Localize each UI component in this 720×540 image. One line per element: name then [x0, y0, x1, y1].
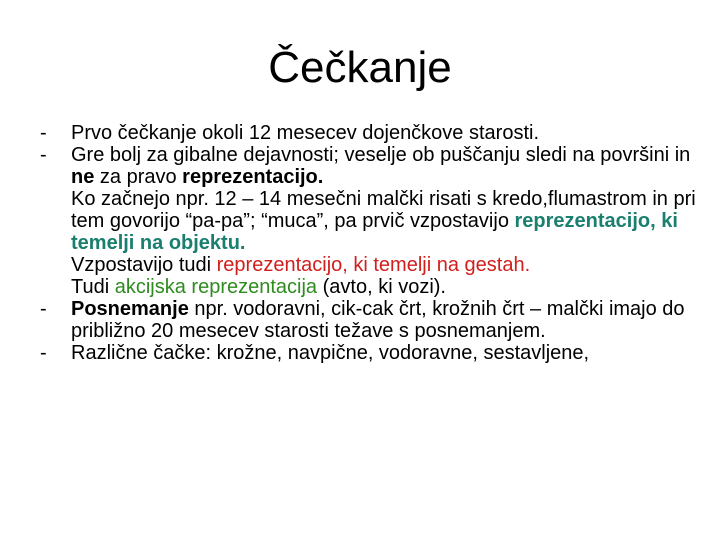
text-run: reprezentacijo, ki temelji na gestah. [216, 254, 531, 276]
bullet-item [40, 298, 700, 342]
bullet-paragraph [71, 188, 700, 254]
text-run: ne [71, 166, 95, 188]
bullet-marker: - [40, 298, 47, 320]
text-run: (avto, ki vozi). [317, 276, 446, 298]
text-run: Vzpostavijo tudi [71, 254, 217, 276]
text-run: Prvo čečkanje okoli 12 mesecev dojenčkove starosti. [71, 122, 540, 144]
bullet-marker: - [40, 342, 47, 364]
bullet-marker: - [40, 144, 47, 166]
text-run: Tudi [71, 276, 115, 298]
text-run: za pravo [94, 166, 183, 188]
text-run: Gre bolj za gibalne dejavnosti; veselje ob puščanju sledi na površini in [71, 144, 691, 166]
bullet-paragraph [71, 144, 700, 188]
bullet-paragraph [71, 276, 700, 298]
text-run: Različne čačke: krožne, navpične, vodoravne, sestavljene, [71, 342, 590, 364]
bullet-paragraph [71, 122, 700, 144]
bullet-list [40, 122, 700, 364]
bullet-paragraph [71, 298, 700, 342]
text-run: Posnemanje [71, 298, 189, 320]
bullet-paragraph [71, 254, 700, 276]
text-run: reprezentacijo. [182, 166, 324, 188]
text-run: npr. vodoravni, cik-cak črt, krožnih črt – malčki imajo do približno 20 mesecev starosti težave s posnemanjem. [71, 298, 685, 342]
text-run: akcijska reprezentacija [114, 276, 318, 298]
bullet-item [40, 122, 700, 144]
text-run: Ko začnejo npr. 12 – 14 mesečni malčki risati s kredo,flumastrom in pri tem govorijo “pa-pa”; “muca”, pa prvič vzpostavijo [71, 188, 696, 232]
bullet-item [40, 342, 700, 364]
bullet-paragraph [71, 342, 700, 364]
text-run: reprezentacijo, ki temelji na objektu. [71, 210, 678, 254]
bullet-item [40, 144, 700, 298]
bullet-marker: - [40, 122, 47, 144]
slide-title: Čečkanje [268, 43, 452, 92]
